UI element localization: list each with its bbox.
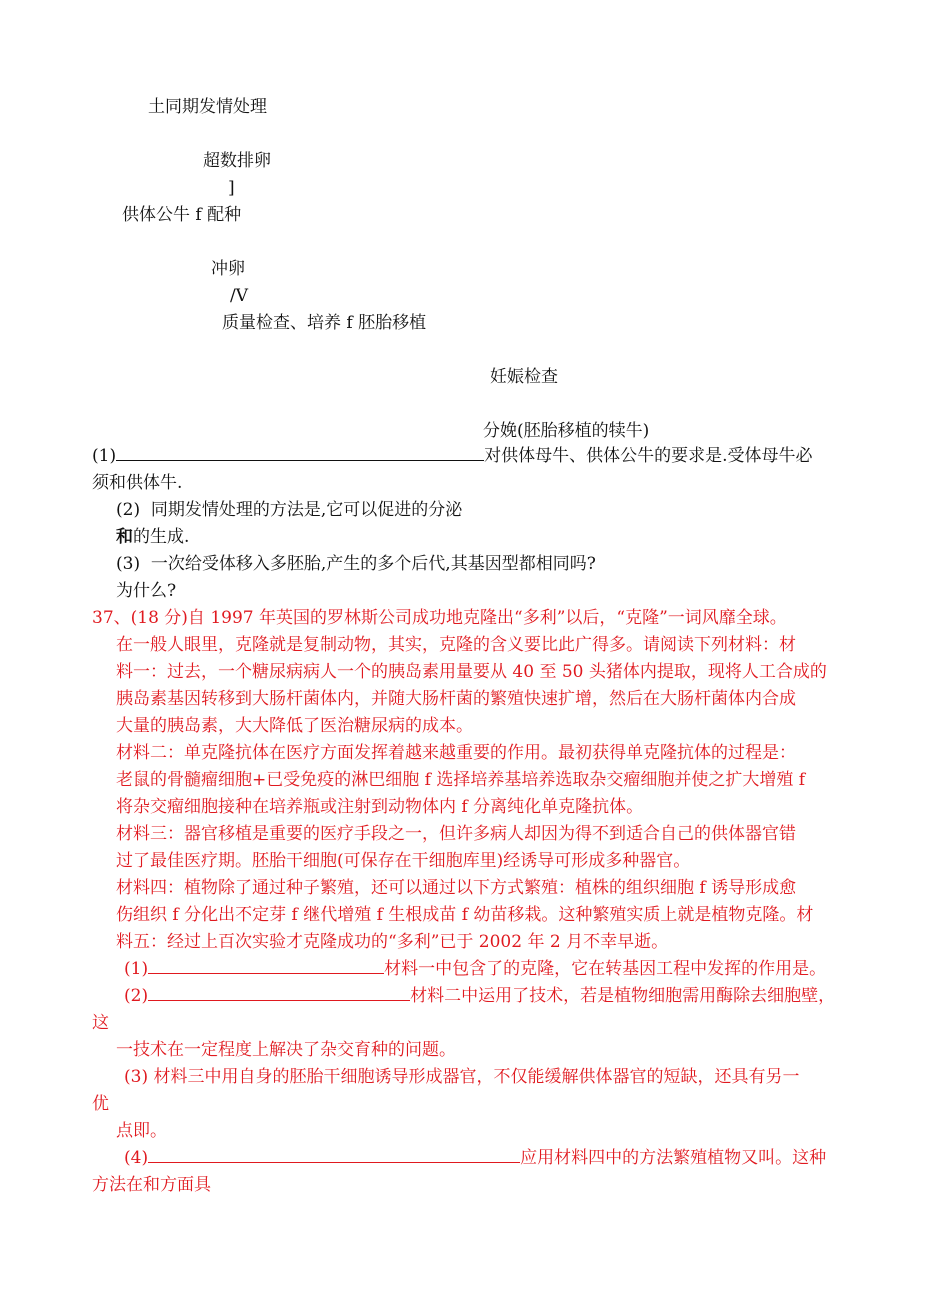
q37-part4 xyxy=(124,1147,826,1169)
flow-step-estrus-sync: 土同期发情处理 xyxy=(148,97,267,117)
q37-line-9: 材料三：器官移植是重要的医疗手段之一，但许多病人却因为得不到适合自己的供体器官错 xyxy=(116,824,796,844)
answer-blank[interactable] xyxy=(116,446,484,461)
q36-part1-text: 对供体母牛、供体公牛的要求是.受体母牛必 xyxy=(484,446,813,466)
q36-part3-number: (3) xyxy=(116,554,141,574)
q37-line-5: 大量的胰岛素，大大降低了医治糖尿病的成本。 xyxy=(116,716,473,736)
q37-part3-number: (3) xyxy=(124,1067,149,1087)
q36-part2-cont-text: 的生成. xyxy=(133,527,190,547)
flow-step-pregnancy-check: 妊娠检查 xyxy=(490,367,558,387)
flow-step-flush-eggs: 冲卵 xyxy=(211,259,245,279)
answer-blank[interactable] xyxy=(148,1148,520,1163)
q37-part3-continued-2: 点即。 xyxy=(116,1121,167,1141)
q37-part4-number: (4) xyxy=(124,1148,149,1168)
flow-bracket-mark: ] xyxy=(228,178,235,198)
q37-line-12: 伤组织 f 分化出不定芽 f 继代增殖 f 生根成苗 f 幼苗移栽。这种繁殖实质上就是植物克隆。材 xyxy=(116,905,814,925)
flow-step-quality-check: 质量检查、培养 f 胚胎移植 xyxy=(222,313,427,333)
q37-part4-continued: 方法在和方面具 xyxy=(92,1175,211,1195)
flow-step-birth: 分娩(胚胎移植的犊牛) xyxy=(483,421,650,441)
flow-arrow-mark: /V xyxy=(230,286,249,306)
q37-line-4: 胰岛素基因转移到大肠杆菌体内，并随大肠杆菌的繁殖快速扩增，然后在大肠杆菌体内合成 xyxy=(116,689,796,709)
q37-line-3: 料一：过去，一个糖尿病病人一个的胰岛素用量要从 40 至 50 头猪体内提取，现将人工合成的 xyxy=(116,662,827,682)
answer-blank[interactable] xyxy=(148,959,384,974)
q36-part2-text: 同期发情处理的方法是,它可以促进的分泌 xyxy=(150,500,463,520)
q37-line-7: 老鼠的骨髓瘤细胞+已受免疫的淋巴细胞 f 选择培养基培养选取杂交瘤细胞并使之扩大增殖 f xyxy=(116,770,806,790)
q37-part1-text: 材料一中包含了的克隆，它在转基因工程中发挥的作用是。 xyxy=(384,959,827,979)
q36-part1 xyxy=(92,445,813,467)
q37-line-11: 材料四：植物除了通过种子繁殖，还可以通过以下方式繁殖：植株的组织细胞 f 诱导形成愈 xyxy=(116,878,797,898)
flow-step-superovulation: 超数排卵 xyxy=(203,151,271,171)
q37-part3-text: 材料三中用自身的胚胎干细胞诱导形成器官，不仅能缓解供体器官的短缺，还具有另一 xyxy=(153,1067,800,1087)
q36-part3-text: 一次给受体移入多胚胎,产生的多个后代,其基因型都相同吗? xyxy=(150,554,596,574)
q36-part3 xyxy=(116,553,596,575)
q37-part2-continued-2: 一技术在一定程度上解决了杂交育种的问题。 xyxy=(116,1040,456,1060)
q37-part2 xyxy=(124,985,835,1007)
q37-line-10: 过了最佳医疗期。胚胎干细胞(可保存在干细胞库里)经诱导可形成多种器官。 xyxy=(116,851,691,871)
q37-part2-text: 材料二中运用了技术，若是植物细胞需用酶除去细胞壁， xyxy=(410,986,836,1006)
q36-part2-number: (2) xyxy=(116,500,141,520)
answer-blank[interactable] xyxy=(148,986,410,1001)
q37-part2-continued-1: 这 xyxy=(92,1013,109,1033)
q37-line-1: 37、(18 分)自 1997 年英国的罗林斯公司成功地克隆出“多利”以后，“克隆”一词风靡全球。 xyxy=(92,608,787,628)
q36-part2-continued xyxy=(116,526,189,548)
q37-part3 xyxy=(124,1066,800,1088)
q37-part2-number: (2) xyxy=(124,986,149,1006)
q36-part2-bold-char: 和 xyxy=(116,527,133,547)
q37-line-6: 材料二：单克隆抗体在医疗方面发挥着越来越重要的作用。最初获得单克隆抗体的过程是： xyxy=(116,743,796,763)
q37-line-2: 在一般人眼里，克隆就是复制动物，其实，克隆的含义要比此广得多。请阅读下列材料：材 xyxy=(116,635,796,655)
q36-part3-continued: 为什么? xyxy=(116,581,177,601)
q36-part1-continued: 须和供体牛. xyxy=(92,473,183,493)
flow-step-mating: 供体公牛 f 配种 xyxy=(122,205,242,225)
q36-part1-number: (1) xyxy=(92,446,117,466)
q36-part2 xyxy=(116,499,462,521)
q37-part1 xyxy=(124,958,826,980)
q37-part4-text: 应用材料四中的方法繁殖植物又叫。这种 xyxy=(520,1148,827,1168)
q37-line-8: 将杂交瘤细胞接种在培养瓶或注射到动物体内 f 分离纯化单克隆抗体。 xyxy=(116,797,644,817)
q37-line-13: 料五：经过上百次实验才克隆成功的“多利”已于 2002 年 2 月不幸早逝。 xyxy=(116,932,669,952)
q37-part3-continued-1: 优 xyxy=(92,1094,109,1114)
q37-part1-number: (1) xyxy=(124,959,149,979)
